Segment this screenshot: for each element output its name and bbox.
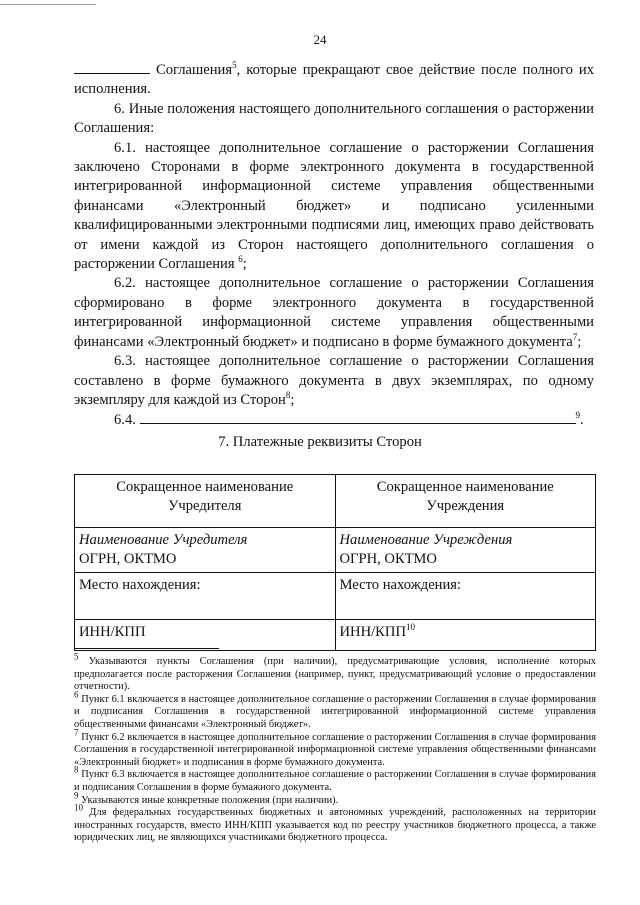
table-row	[75, 620, 596, 651]
requisites-table	[74, 474, 596, 651]
footnote: $^7$ Пункт 6.2 включается в настоящее дополнительное соглашение о расторжении Соглашения в случае формирования Соглашения в государственной интегрированной информационной системе управления общественными финансами «Электронный бюджет» и подписания в форме бумажного документа.	[74, 727, 596, 768]
table-row	[75, 528, 596, 573]
paragraph-6-3: 6.3. настоящее дополнительное соглашение о расторжении Соглашения составлено в форме бумажного документа в двух экземплярах, по одному экземпляру для каждой из Сторон$^8$;	[74, 353, 594, 408]
footnotes	[74, 651, 596, 845]
section-title: 7. Платежные реквизиты Сторон	[218, 434, 422, 450]
top-rule	[0, 4, 96, 5]
table-header-founder: Сокращенное наименование Учредителя	[75, 475, 336, 528]
blank-line	[140, 410, 576, 424]
footnote: $^5$ Указываются пункты Соглашения (при наличии), предусматривающие условия, исполнение которых предполагается после расторжения Соглашения (например, пункт, предусматривающий условие о предоставлении отчетности).	[74, 651, 596, 693]
institution-name-cell: Наименование Учреждения ОГРН, ОКТМО	[335, 528, 596, 573]
footnote-separator	[74, 648, 219, 649]
paragraph-6-1: 6.1. настоящее дополнительное соглашение о расторжении Соглашения заключено Сторонами в форме электронного документа в государственной интегрированной информационной системе управления общественными финансами «Электронный бюджет» и подписано усиленными квалифицированными электронными подписями лиц, имеющих право действовать от имени каждой из Сторон настоящего дополнительного соглашения о расторжении Соглашения $^6$;	[74, 139, 594, 273]
table-row	[75, 475, 596, 528]
footnote: $^9$ Указываются иные конкретные положения (при наличии).	[74, 790, 339, 806]
founder-inn-cell: ИНН/КПП	[75, 620, 336, 651]
paragraph-terms: Соглашения$^5$, которые прекращают свое действие после полного их исполнения.	[74, 60, 594, 98]
paragraph-6-4: 6.4. $^9$.	[114, 410, 584, 429]
blank-line	[74, 60, 150, 74]
table-header-institution: Сокращенное наименование Учреждения	[335, 475, 596, 528]
page-number: 24	[313, 32, 327, 47]
footnote: $^{10}$ Для федеральных государственных бюджетных и автономных учреждений, расположенных на территории иностранных государств, вместо ИНН/КПП указывается код по реестру участников бюджетного процесса, а также юридических лиц, не являющихся участниками бюджетного процесса.	[74, 802, 596, 844]
document-body	[74, 60, 594, 431]
paragraph-6: 6. Иные положения настоящего дополнительного соглашения о расторжении Соглашения:	[74, 100, 594, 137]
institution-place-cell: Место нахождения:	[335, 573, 596, 620]
paragraph-6-2: 6.2. настоящее дополнительное соглашение о расторжении Соглашения сформировано в форме электронного документа в государственной интегрированной информационной системе управления общественными финансами «Электронный бюджет» и подписано в форме бумажного документа$^7$;	[74, 275, 594, 350]
founder-name-cell: Наименование Учредителя ОГРН, ОКТМО	[75, 528, 336, 573]
institution-inn-cell: ИНН/КПП$^{10}$	[335, 620, 596, 651]
footnote: $^6$ Пункт 6.1 включается в настоящее дополнительное соглашение о расторжении Соглашения в случае формирования и подписания Соглашения в государственной интегрированной информационной системе управления общественными финансами «Электронный бюджет».	[74, 689, 596, 730]
footnote: $^8$ Пункт 6.3 включается в настоящее дополнительное соглашение о расторжении Соглашения в случае формирования и подписания Соглашения в форме бумажного документа.	[74, 764, 596, 793]
table-row	[75, 573, 596, 620]
founder-place-cell: Место нахождения:	[75, 573, 336, 620]
